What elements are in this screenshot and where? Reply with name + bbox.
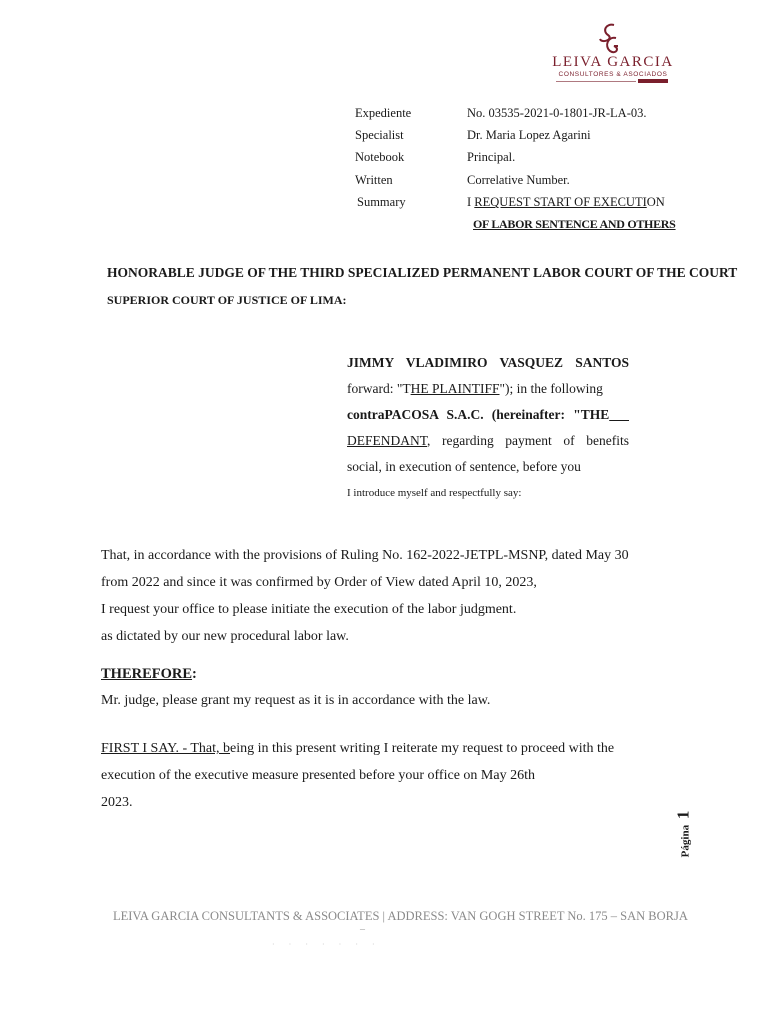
header-label: Specialist — [355, 128, 404, 142]
first-say-line-2: execution of the executive measure presented before your office on May 26th — [101, 768, 535, 783]
page-number-label — [640, 810, 700, 870]
body-p1-line-1: That, in accordance with the provisions of Ruling No. 162-2022-JETPL-MSNP, dated May 30 — [101, 548, 629, 563]
plaintiff-name: JIMMY VLADIMIRO VASQUEZ SANTOS — [347, 355, 629, 370]
logo-subtitle: CONSULTORES & ASOCIADOS — [558, 71, 668, 78]
party-line-4 — [347, 433, 629, 449]
defendant-company: contraPACOSA S.A.C. (hereinafter: "THE — [347, 407, 610, 422]
party-line-2c: "); in the following — [499, 381, 603, 396]
page-word: Página — [679, 824, 692, 858]
defendant-underlined: DEFENDANT — [347, 433, 427, 448]
header-value: No. 03535-2021-0-1801-JR-LA-03. — [467, 106, 647, 120]
header-value: Principal. — [467, 150, 516, 164]
party-line-2 — [347, 381, 629, 397]
logo-name: LEIVA GARCIA — [552, 54, 674, 70]
request-line: Mr. judge, please grant my request as it is in accordance with the law. — [101, 693, 491, 708]
firm-logo — [550, 24, 676, 88]
footer-faint-marks: · · · · · · · — [272, 940, 381, 949]
footer-dash: – — [360, 924, 365, 935]
party-line-2a: forward: "T — [347, 381, 411, 396]
address-line-1: HONORABLE JUDGE OF THE THIRD SPECIALIZED PERMANENT LABOR COURT OF THE COURT — [107, 265, 738, 280]
address-line-2: SUPERIOR COURT OF JUSTICE OF LIMA: — [107, 293, 347, 307]
lg-monogram-icon — [594, 22, 624, 56]
defendant-underline-tail — [609, 407, 629, 422]
body-p1-line-2: from 2022 and since it was confirmed by Order of View dated April 10, 2023, — [101, 575, 537, 590]
header-value: Correlative Number. — [467, 173, 570, 187]
party-line-5: social, in execution of sentence, before you — [347, 459, 581, 474]
first-say-line-1 — [101, 741, 614, 757]
first-say-line-3: 2023. — [101, 795, 133, 810]
body-p1-line-3: I request your office to please initiate the execution of the labor judgment. — [101, 602, 517, 617]
therefore-heading — [101, 666, 197, 683]
header-value — [467, 194, 665, 210]
party-line-6: I introduce myself and respectfully say: — [347, 487, 522, 499]
header-label: Written — [355, 173, 393, 187]
body-p1-line-4: as dictated by our new procedural labor law. — [101, 629, 349, 644]
footer-address: LEIVA GARCIA CONSULTANTS & ASSOCIATES | ADDRESS: VAN GOGH STREET No. 175 – SAN BORJA — [113, 909, 688, 923]
summary-line-2: OF LABOR SENTENCE AND OTHERS — [473, 217, 676, 231]
summary-underlined: REQUEST START OF EXECUTI — [474, 195, 647, 209]
therefore-colon: : — [192, 666, 197, 682]
page-number: 1 — [673, 810, 693, 820]
first-say-label: FIRST I SAY. - That, b — [101, 741, 231, 756]
therefore-label: THEREFORE — [101, 666, 193, 682]
header-label: Notebook — [355, 150, 405, 164]
summary-prefix: I — [467, 195, 475, 209]
party-line-3 — [347, 407, 629, 423]
summary-suffix: ON — [646, 195, 665, 209]
logo-bar — [638, 79, 668, 83]
first-say-rest: eing in this present writing I reiterate my request to proceed with the — [230, 741, 615, 756]
header-label: Expediente — [355, 106, 412, 120]
plaintiff-underlined: HE PLAINTIFF — [410, 381, 500, 396]
logo-rule — [556, 81, 636, 82]
header-value: Dr. Maria Lopez Agarini — [467, 128, 591, 142]
header-label: Summary — [357, 195, 406, 209]
party-line-4b: , regarding payment of benefits — [427, 433, 629, 448]
page-label-text — [673, 811, 693, 858]
